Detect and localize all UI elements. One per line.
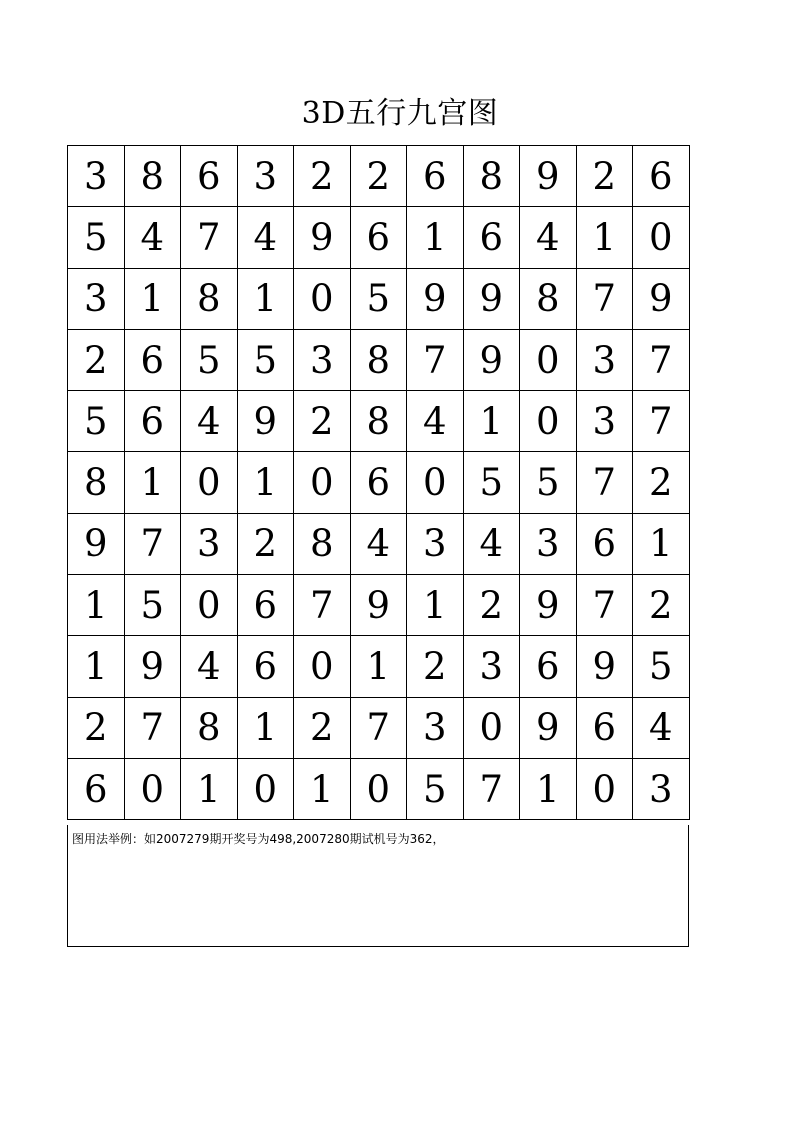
grid-cell: 0	[294, 268, 351, 329]
grid-cell: 1	[68, 636, 125, 697]
grid-cell: 1	[237, 697, 294, 758]
grid-cell: 5	[633, 636, 690, 697]
grid-row	[68, 268, 690, 329]
grid-cell: 9	[350, 575, 407, 636]
grid-cell: 6	[68, 758, 125, 819]
grid-cell: 4	[350, 513, 407, 574]
grid-cell: 7	[463, 758, 520, 819]
grid-cell: 6	[237, 636, 294, 697]
grid-cell: 2	[576, 146, 633, 207]
grid-row	[68, 636, 690, 697]
grid-cell: 0	[463, 697, 520, 758]
grid-cell: 4	[463, 513, 520, 574]
grid-cell: 2	[407, 636, 464, 697]
grid-cell: 4	[181, 636, 238, 697]
grid-cell: 4	[520, 207, 577, 268]
grid-cell: 5	[181, 329, 238, 390]
grid-cell: 7	[407, 329, 464, 390]
grid-cell: 9	[237, 391, 294, 452]
grid-cell: 3	[407, 697, 464, 758]
grid-cell: 3	[407, 513, 464, 574]
grid-cell: 0	[350, 758, 407, 819]
grid-cell: 9	[520, 575, 577, 636]
grid-cell: 6	[576, 513, 633, 574]
grid-cell: 0	[181, 575, 238, 636]
grid-cell: 3	[294, 329, 351, 390]
grid-cell: 7	[633, 329, 690, 390]
grid-cell: 2	[68, 697, 125, 758]
grid-cell: 1	[237, 268, 294, 329]
grid-cell: 4	[237, 207, 294, 268]
grid-cell: 5	[350, 268, 407, 329]
grid-cell: 7	[576, 268, 633, 329]
grid-cell: 3	[463, 636, 520, 697]
grid-cell: 0	[576, 758, 633, 819]
grid-cell: 8	[181, 268, 238, 329]
grid-cell: 3	[181, 513, 238, 574]
grid-cell: 8	[68, 452, 125, 513]
grid-cell: 7	[124, 697, 181, 758]
grid-cell: 3	[237, 146, 294, 207]
grid-cell: 8	[520, 268, 577, 329]
grid-row	[68, 452, 690, 513]
grid-cell: 4	[407, 391, 464, 452]
grid-cell: 4	[181, 391, 238, 452]
grid-cell: 1	[350, 636, 407, 697]
grid-cell: 4	[633, 697, 690, 758]
grid-cell: 2	[294, 391, 351, 452]
grid-cell: 1	[633, 513, 690, 574]
grid-cell: 5	[407, 758, 464, 819]
grid-cell: 5	[520, 452, 577, 513]
grid-cell: 7	[576, 575, 633, 636]
grid-cell: 6	[520, 636, 577, 697]
grid-cell: 2	[633, 452, 690, 513]
grid-cell: 9	[124, 636, 181, 697]
grid-cell: 2	[68, 329, 125, 390]
number-grid	[67, 145, 690, 820]
grid-cell: 0	[237, 758, 294, 819]
grid-cell: 1	[237, 452, 294, 513]
grid-cell: 9	[633, 268, 690, 329]
grid-cell: 8	[181, 697, 238, 758]
grid-row	[68, 329, 690, 390]
page-title: 3D五行九宫图	[301, 96, 499, 131]
grid-cell: 8	[294, 513, 351, 574]
grid-cell: 6	[181, 146, 238, 207]
grid-cell: 1	[463, 391, 520, 452]
grid-cell: 1	[124, 268, 181, 329]
grid-cell: 5	[463, 452, 520, 513]
grid-row	[68, 146, 690, 207]
grid-cell: 7	[181, 207, 238, 268]
grid-cell: 9	[463, 329, 520, 390]
grid-cell: 7	[124, 513, 181, 574]
grid-cell: 6	[350, 452, 407, 513]
grid-cell: 6	[350, 207, 407, 268]
grid-cell: 0	[124, 758, 181, 819]
grid-cell: 7	[633, 391, 690, 452]
grid-cell: 3	[576, 329, 633, 390]
grid-cell: 1	[124, 452, 181, 513]
grid-cell: 0	[181, 452, 238, 513]
grid-cell: 6	[237, 575, 294, 636]
grid-row	[68, 513, 690, 574]
note-box	[67, 825, 689, 947]
grid-cell: 8	[350, 329, 407, 390]
grid-cell: 3	[68, 268, 125, 329]
grid-cell: 7	[294, 575, 351, 636]
grid-cell: 1	[576, 207, 633, 268]
grid-cell: 0	[520, 329, 577, 390]
grid-cell: 7	[350, 697, 407, 758]
grid-cell: 2	[294, 697, 351, 758]
grid-cell: 5	[124, 575, 181, 636]
usage-note: 图用法举例：如2007279期开奖号为498,2007280期试机号为362，	[72, 832, 445, 846]
grid-row	[68, 207, 690, 268]
grid-cell: 0	[407, 452, 464, 513]
grid-cell: 1	[294, 758, 351, 819]
grid-cell: 6	[407, 146, 464, 207]
grid-cell: 3	[576, 391, 633, 452]
grid-cell: 7	[576, 452, 633, 513]
grid-cell: 2	[463, 575, 520, 636]
grid-cell: 1	[68, 575, 125, 636]
grid-cell: 3	[520, 513, 577, 574]
grid-cell: 0	[520, 391, 577, 452]
grid-cell: 9	[68, 513, 125, 574]
grid-cell: 0	[633, 207, 690, 268]
grid-cell: 6	[633, 146, 690, 207]
grid-row	[68, 758, 690, 819]
grid-cell: 3	[68, 146, 125, 207]
grid-cell: 2	[294, 146, 351, 207]
grid-row	[68, 697, 690, 758]
grid-cell: 8	[124, 146, 181, 207]
grid-cell: 1	[520, 758, 577, 819]
grid-cell: 9	[463, 268, 520, 329]
grid-cell: 9	[294, 207, 351, 268]
grid-cell: 5	[68, 207, 125, 268]
grid-cell: 0	[294, 452, 351, 513]
grid-cell: 6	[463, 207, 520, 268]
grid-cell: 6	[576, 697, 633, 758]
grid-cell: 1	[407, 575, 464, 636]
grid-cell: 5	[68, 391, 125, 452]
grid-cell: 5	[237, 329, 294, 390]
grid-cell: 2	[633, 575, 690, 636]
grid-cell: 2	[237, 513, 294, 574]
grid-cell: 3	[633, 758, 690, 819]
grid-cell: 1	[181, 758, 238, 819]
grid-cell: 1	[407, 207, 464, 268]
grid-row	[68, 391, 690, 452]
grid-row	[68, 575, 690, 636]
grid-cell: 9	[520, 697, 577, 758]
grid-cell: 6	[124, 391, 181, 452]
grid-cell: 9	[520, 146, 577, 207]
grid-cell: 0	[294, 636, 351, 697]
grid-cell: 2	[350, 146, 407, 207]
grid-cell: 4	[124, 207, 181, 268]
grid-cell: 8	[463, 146, 520, 207]
grid-cell: 9	[407, 268, 464, 329]
grid-cell: 9	[576, 636, 633, 697]
grid-cell: 6	[124, 329, 181, 390]
grid-cell: 8	[350, 391, 407, 452]
